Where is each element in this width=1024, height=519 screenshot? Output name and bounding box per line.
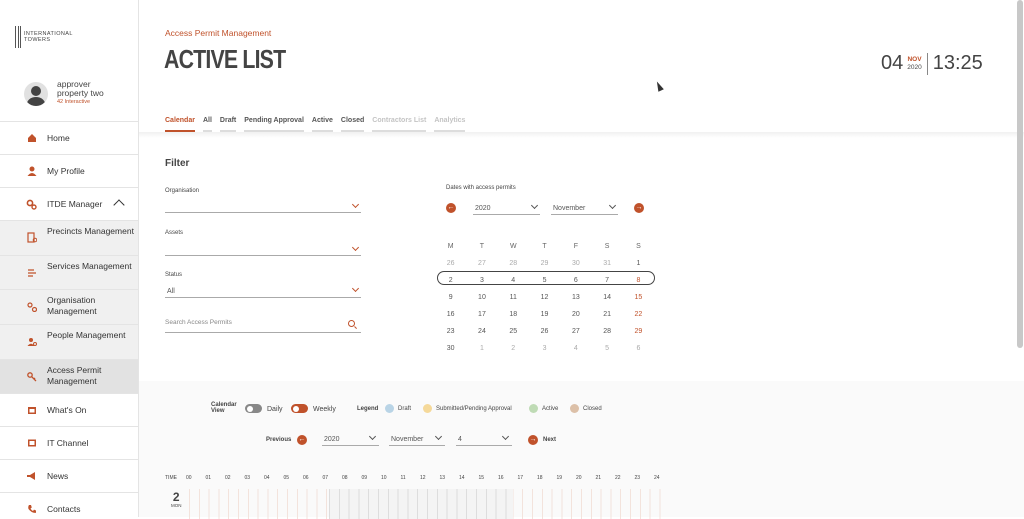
clock <box>881 52 983 75</box>
legend-draft-label: Draft <box>398 406 412 412</box>
schedule-year-value: 2020 <box>324 436 340 443</box>
calendar-day[interactable]: 26 <box>446 260 455 267</box>
calendar-icon <box>26 405 37 416</box>
gears-icon <box>26 199 37 210</box>
calendar-day[interactable]: 6 <box>636 345 641 352</box>
filter-title: Filter <box>165 158 190 169</box>
sidebar-item-label: What's On <box>47 404 87 415</box>
calendar-day[interactable]: 29 <box>540 260 549 267</box>
daily-label: Daily <box>267 406 283 413</box>
tab-draft[interactable]: Draft <box>220 117 236 133</box>
chevron-down-icon <box>352 244 359 251</box>
weekday-label: W <box>509 243 517 250</box>
organisation-label: Organisation <box>165 188 200 194</box>
hour-label: 13 <box>439 475 446 481</box>
hour-label: 11 <box>400 475 406 481</box>
sidebar-item-it-channel[interactable] <box>0 426 139 459</box>
calendar-day[interactable]: 30 <box>446 345 455 352</box>
hour-label: 15 <box>478 475 485 481</box>
calendar-day[interactable]: 4 <box>511 277 516 284</box>
weekday-label: M <box>447 243 454 250</box>
weekday-label: S <box>636 243 641 250</box>
calendar-day[interactable]: 1 <box>479 345 484 352</box>
calendar-day[interactable]: 31 <box>603 260 612 267</box>
chevron-up-icon[interactable] <box>113 199 124 210</box>
tab-closed[interactable]: Closed <box>341 117 364 133</box>
sidebar-item-whats-on[interactable] <box>0 393 139 426</box>
calendar-day[interactable]: 22 <box>634 311 643 318</box>
sidebar-item-label: Organisation Management <box>47 295 97 317</box>
clock-month: NOV <box>907 55 922 63</box>
calendar-day[interactable]: 26 <box>540 328 549 335</box>
time-label: TIME <box>165 475 177 481</box>
sidebar-item-services[interactable] <box>0 255 139 290</box>
phone-icon <box>26 504 37 515</box>
calendar-day[interactable]: 10 <box>478 294 486 301</box>
sidebar-item-access-permit[interactable] <box>0 359 139 394</box>
user-icon <box>26 166 37 177</box>
sidebar-item-label: Services Management <box>47 260 132 271</box>
sidebar-item-organisation[interactable] <box>0 289 139 324</box>
calendar-day[interactable]: 13 <box>571 294 580 301</box>
megaphone-icon <box>26 471 37 482</box>
calendar-day[interactable]: 4 <box>573 345 578 352</box>
building-icon <box>26 232 37 243</box>
assets-select[interactable] <box>165 243 361 256</box>
assets-label: Assets <box>165 230 184 236</box>
hour-label: 10 <box>381 475 387 481</box>
hour-label: 00 <box>186 475 192 481</box>
weekday-label: F <box>573 243 578 250</box>
calendar-day[interactable]: 28 <box>603 328 612 335</box>
calendar-day[interactable]: 25 <box>509 328 518 335</box>
status-select[interactable] <box>165 285 361 298</box>
legend-draft-dot <box>385 404 394 413</box>
org-icon <box>26 302 37 313</box>
calendar-day[interactable]: 6 <box>573 277 578 284</box>
sidebar-item-label: Contacts <box>47 503 81 514</box>
chevron-down-icon <box>435 433 442 440</box>
schedule-week-select[interactable] <box>456 434 512 446</box>
calendar-week-row <box>435 306 654 323</box>
calendar-day[interactable]: 1 <box>636 260 641 267</box>
hour-label: 04 <box>264 475 270 481</box>
people-icon <box>26 336 37 347</box>
calendar-next-button[interactable] <box>634 203 644 213</box>
page-title: ACTIVE LIST <box>164 44 286 74</box>
next-label[interactable]: Next <box>543 437 557 443</box>
calendar-day[interactable]: 12 <box>540 294 549 301</box>
sidebar-item-my-profile[interactable] <box>0 154 139 187</box>
calendar-day[interactable]: 15 <box>634 294 643 301</box>
previous-label[interactable]: Previous <box>266 437 292 443</box>
brand-line2: TOWERS <box>24 37 51 43</box>
tv-icon <box>26 438 37 449</box>
calendar-day[interactable]: 17 <box>478 311 486 318</box>
calendar-day[interactable]: 18 <box>509 311 518 318</box>
avatar <box>24 82 48 106</box>
calendar-day[interactable]: 9 <box>448 294 453 301</box>
previous-button[interactable] <box>297 435 307 445</box>
calendar-day[interactable]: 21 <box>603 311 612 318</box>
calendar-day[interactable]: 3 <box>542 345 547 352</box>
hour-label: 21 <box>595 475 602 481</box>
breadcrumb[interactable]: Access Permit Management <box>165 28 272 38</box>
search-input[interactable] <box>165 318 361 333</box>
status-label: Status <box>165 272 183 278</box>
chevron-down-icon <box>352 285 359 292</box>
hour-label: 07 <box>322 475 329 481</box>
hour-label: 23 <box>634 475 641 481</box>
mouse-cursor-icon <box>654 80 664 92</box>
tab-calendar[interactable]: Calendar <box>165 117 195 133</box>
chevron-down-icon <box>369 433 376 440</box>
sidebar-item-label: Precincts Management <box>47 226 134 236</box>
hour-label: 05 <box>283 475 290 481</box>
chevron-down-icon <box>502 433 509 440</box>
sidebar-item-itde-manager[interactable] <box>0 187 139 220</box>
calendar-day[interactable]: 28 <box>509 260 518 267</box>
weekday-label: S <box>604 243 610 250</box>
hour-label: 19 <box>556 475 563 481</box>
calendar-month-value: November <box>553 205 586 212</box>
legend-active-label: Active <box>542 406 559 412</box>
sidebar-item-precincts[interactable] <box>0 220 139 255</box>
tab-pending-approval[interactable]: Pending Approval <box>244 117 304 133</box>
calendar-day[interactable]: 3 <box>479 277 484 284</box>
sidebar-item-label: Home <box>47 132 70 143</box>
weekly-toggle[interactable] <box>291 404 308 413</box>
calendar-day[interactable]: 19 <box>540 311 549 318</box>
brand-logo[interactable] <box>15 26 73 48</box>
calendar-week-row <box>435 255 654 272</box>
hour-label: 03 <box>244 475 251 481</box>
hour-label: 18 <box>537 475 543 481</box>
timeline-day-name: MON <box>171 503 182 508</box>
clock-year: 2020 <box>907 63 922 71</box>
selected-week-highlight <box>437 271 655 285</box>
schedule-month-select[interactable] <box>389 434 445 446</box>
calendar-week-row <box>435 323 654 340</box>
timeline-day-number: 2 <box>172 490 180 504</box>
tab-contractors-list[interactable]: Contractors List <box>372 117 426 133</box>
hour-label: 09 <box>361 475 368 481</box>
daily-toggle[interactable] <box>245 404 262 413</box>
hour-label: 17 <box>517 475 524 481</box>
clock-divider <box>927 53 928 75</box>
search-icon[interactable] <box>348 320 355 327</box>
calendar-week-row <box>435 340 654 357</box>
tab-divider <box>139 132 1024 138</box>
home-icon <box>26 133 37 144</box>
legend-closed-label: Closed <box>583 406 602 412</box>
sidebar-item-label: ITDE Manager <box>47 198 103 209</box>
legend-pending-dot <box>423 404 432 413</box>
tab-active[interactable]: Active <box>312 117 333 133</box>
arrow-left-icon: ← <box>447 204 455 211</box>
user-name-line2: property two <box>57 88 104 98</box>
calendar-day[interactable]: 29 <box>634 328 643 335</box>
sidebar <box>0 0 139 517</box>
hour-label: 08 <box>342 475 348 481</box>
calendar-day[interactable]: 14 <box>603 294 612 301</box>
status-value: All <box>167 288 175 295</box>
tab-all[interactable]: All <box>203 117 212 133</box>
weekly-label: Weekly <box>313 406 336 413</box>
sidebar-item-label: IT Channel <box>47 437 89 448</box>
hour-label: 20 <box>576 475 582 481</box>
calendar-day[interactable]: 2 <box>511 345 516 352</box>
calendar-label: Dates with access permits <box>446 185 516 191</box>
sidebar-item-news[interactable] <box>0 459 139 492</box>
weekday-label: T <box>542 243 547 250</box>
user-name-line1: approver <box>57 79 91 89</box>
calendar-day[interactable]: 16 <box>446 311 455 318</box>
chevron-down-icon <box>352 201 359 208</box>
main-content <box>139 0 1024 517</box>
schedule-section <box>139 381 1024 517</box>
hour-label: 16 <box>498 475 504 481</box>
hour-label: 22 <box>615 475 621 481</box>
calendar-prev-button[interactable] <box>446 203 456 213</box>
calendar-day[interactable]: 24 <box>478 328 486 335</box>
clock-time: 13:25 <box>932 52 983 74</box>
calendar-week-row <box>435 289 654 306</box>
calendar-year-value: 2020 <box>475 205 491 212</box>
sidebar-item-label: People Management <box>47 330 126 341</box>
tab-bar <box>165 117 473 133</box>
sidebar-item-people[interactable] <box>0 324 139 359</box>
calendar-day[interactable]: 20 <box>571 311 580 318</box>
list-icon <box>26 267 37 278</box>
legend-label: Legend <box>357 406 379 412</box>
hour-label: 01 <box>205 475 212 481</box>
schedule-month-value: November <box>391 436 424 443</box>
sidebar-item-label: News <box>47 470 69 481</box>
calendar-view-label: Calendar View <box>211 402 237 414</box>
legend-active-dot <box>529 404 538 413</box>
legend-closed-dot <box>570 404 579 413</box>
clock-day: 04 <box>881 52 904 74</box>
arrow-right-icon: → <box>529 436 537 443</box>
calendar-day[interactable]: 5 <box>542 277 547 284</box>
sidebar-item-home[interactable] <box>0 121 139 154</box>
hour-label: 14 <box>459 475 465 481</box>
sidebar-nav <box>0 121 139 517</box>
calendar-day[interactable]: 7 <box>605 277 610 284</box>
calendar-year-select[interactable] <box>473 202 540 215</box>
chevron-down-icon <box>531 202 538 209</box>
logo-bars-icon <box>15 26 21 48</box>
schedule-week-value: 4 <box>458 436 462 443</box>
calendar-day[interactable]: 27 <box>478 260 486 267</box>
page-scrollbar[interactable] <box>1017 0 1023 348</box>
weekday-label: T <box>479 243 485 250</box>
tab-analytics[interactable]: Analytics <box>434 117 465 133</box>
user-card[interactable] <box>24 80 104 107</box>
hour-label: 06 <box>303 475 309 481</box>
chevron-down-icon <box>609 202 616 209</box>
calendar-day[interactable]: 8 <box>636 277 641 284</box>
timeline-grid[interactable] <box>189 489 661 519</box>
legend-pending-label: Submitted/Pending Approval <box>436 406 512 412</box>
brand-line1: INTERNATIONAL <box>24 31 73 37</box>
calendar-weekday-row <box>435 238 654 255</box>
calendar-month-select[interactable] <box>551 202 618 215</box>
calendar-grid <box>435 238 654 357</box>
sidebar-item-contacts[interactable] <box>0 492 139 517</box>
calendar-day[interactable]: 2 <box>448 277 453 284</box>
schedule-year-select[interactable] <box>322 434 379 446</box>
calendar-day[interactable]: 23 <box>446 328 455 335</box>
calendar-day[interactable]: 5 <box>605 345 610 352</box>
calendar-day[interactable]: 27 <box>571 328 580 335</box>
user-org: 42 Interactive <box>57 99 91 105</box>
timeline-day <box>171 491 182 508</box>
hour-labels <box>186 475 674 481</box>
calendar-day[interactable]: 30 <box>571 260 580 267</box>
calendar-day[interactable]: 11 <box>509 294 517 301</box>
arrow-left-icon: ← <box>298 436 306 443</box>
next-button[interactable] <box>528 435 538 445</box>
sidebar-item-label: Access Permit Management <box>47 364 102 386</box>
organisation-select[interactable] <box>165 200 361 213</box>
key-icon <box>26 371 37 382</box>
hour-label: 02 <box>225 475 231 481</box>
sidebar-item-label: My Profile <box>47 165 85 176</box>
arrow-right-icon: → <box>635 204 643 211</box>
search-placeholder: Search Access Permits <box>165 319 232 326</box>
hour-label: 12 <box>420 475 426 481</box>
hour-label: 24 <box>654 475 660 481</box>
